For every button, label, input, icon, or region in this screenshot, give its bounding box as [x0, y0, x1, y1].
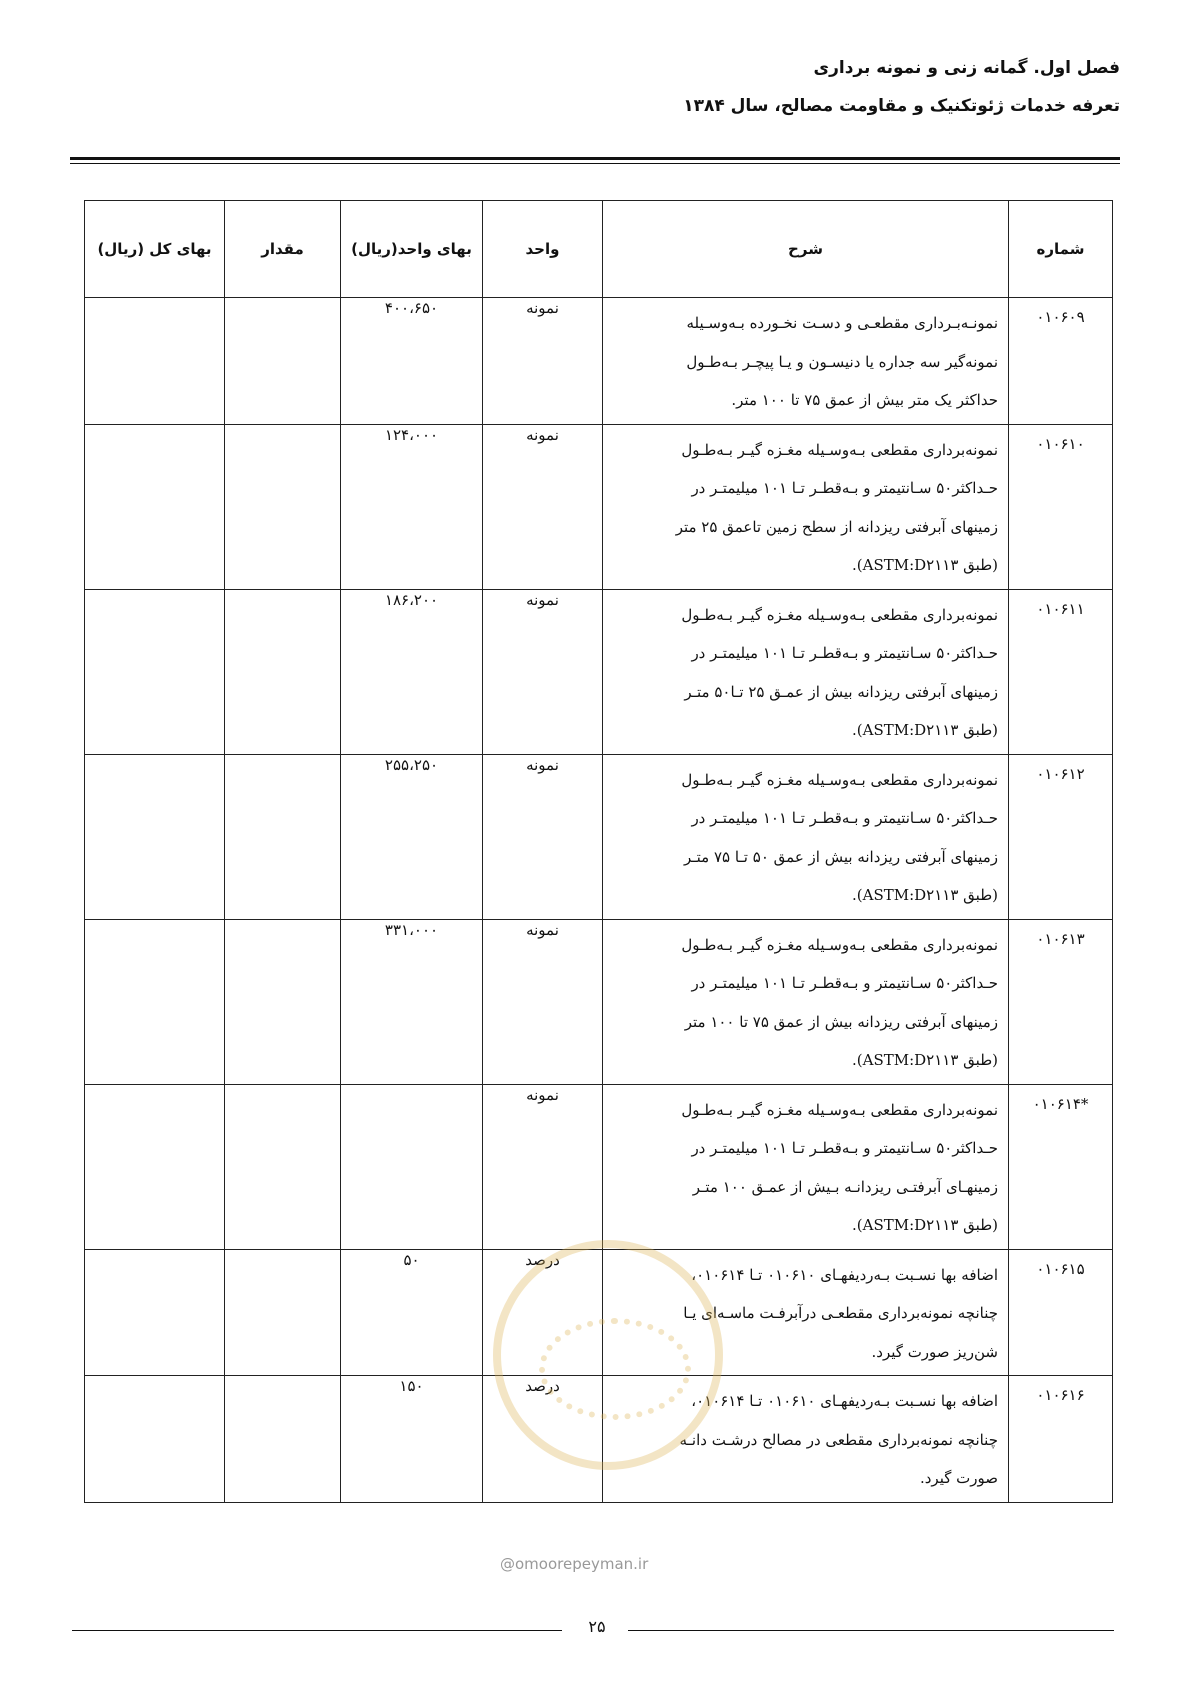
cell-quantity — [225, 298, 341, 425]
description-line: چنانچه نمونه‌برداری مقطعـی درآبرفـت ماسـه‌ای یـا — [683, 1304, 998, 1322]
header-rule-thin — [70, 163, 1120, 164]
cell-unit: نمونه — [483, 589, 603, 754]
description-line: نمونه‌برداری مقطعی بـه‌وسـیله مغـزه گیـر بـه‌طـول — [681, 770, 998, 789]
table-row — [85, 919, 1113, 1084]
description-line: صورت گیرد. — [919, 1469, 998, 1487]
cell-total — [85, 589, 225, 754]
cell-number: *۰۱۰۶۱۴ — [1009, 1084, 1113, 1249]
cell-number: ۰۱۰۶۱۳ — [1009, 919, 1113, 1084]
page-header — [683, 58, 1120, 116]
description-line: حـداکثر۵۰ سـانتیمتر و بـه‌قطـر تـا ۱۰۱ میلیمتـر در — [691, 644, 998, 662]
description-line: زمینهای آبرفتی ریزدانه بیش از عمق ۷۵ تا ۱۰۰ متر — [684, 1012, 998, 1031]
description-line: اضافه بها نسـبت بـه‌ردیفهـای ۰۱۰۶۱۰ تـا ۰۱۰۶۱۴، — [691, 1265, 998, 1284]
chapter-title: فصل اول. گمانه زنی و نمونه برداری — [813, 58, 1120, 78]
description-line: زمینهای آبرفتی ریزدانه بیش از عمق ۵۰ تـا ۷۵ متـر — [683, 847, 998, 866]
cell-unit-price: ۲۵۵،۲۵۰ — [341, 754, 483, 919]
description-line: زمینهای آبرفتی ریزدانه از سطح زمین تاعمق ۲۵ متر — [675, 517, 998, 536]
cell-number: ۰۱۰۶۱۶ — [1009, 1376, 1113, 1503]
table-row — [85, 589, 1113, 754]
cell-unit: نمونه — [483, 754, 603, 919]
cell-unit-price — [341, 1084, 483, 1249]
cell-number: ۰۱۰۶۱۰ — [1009, 424, 1113, 589]
cell-description — [603, 1249, 1009, 1376]
footer-rule-left — [72, 1630, 562, 1631]
cell-unit: نمونه — [483, 1084, 603, 1249]
cell-number: ۰۱۰۶۰۹ — [1009, 298, 1113, 425]
document-subtitle: تعرفه خدمات ژئوتکنیک و مقاومت مصالح، سال ۱۳۸۴ — [683, 96, 1120, 116]
tariff-table — [84, 200, 1113, 1503]
cell-unit-price: ۳۳۱،۰۰۰ — [341, 919, 483, 1084]
description-line: چنانچه نمونه‌برداری مقطعی در مصالح درشـت دانـه — [679, 1430, 998, 1449]
cell-total — [85, 424, 225, 589]
table-header-row — [85, 201, 1113, 298]
table-row — [85, 424, 1113, 589]
cell-quantity — [225, 424, 341, 589]
cell-quantity — [225, 1084, 341, 1249]
cell-description — [603, 754, 1009, 919]
cell-description — [603, 298, 1009, 425]
cell-description — [603, 424, 1009, 589]
table-row — [85, 1084, 1113, 1249]
table-row — [85, 1249, 1113, 1376]
cell-number: ۰۱۰۶۱۵ — [1009, 1249, 1113, 1376]
cell-unit-price: ۱۲۴،۰۰۰ — [341, 424, 483, 589]
cell-quantity — [225, 589, 341, 754]
cell-quantity — [225, 1376, 341, 1503]
table-row — [85, 754, 1113, 919]
watermark-site: @omoorepeyman.ir — [500, 1555, 649, 1573]
cell-quantity — [225, 919, 341, 1084]
cell-description — [603, 1376, 1009, 1503]
description-line: نمونه‌برداری مقطعی بـه‌وسـیله مغـزه گیـر بـه‌طـول — [681, 1100, 998, 1119]
cell-total — [85, 754, 225, 919]
description-line: (طبق ASTM:D۲۱۱۳). — [851, 886, 998, 904]
table-body — [85, 298, 1113, 1503]
cell-quantity — [225, 754, 341, 919]
cell-total — [85, 1376, 225, 1503]
table-row — [85, 1376, 1113, 1503]
cell-total — [85, 919, 225, 1084]
description-line: اضافه بها نسـبت بـه‌ردیفهـای ۰۱۰۶۱۰ تـا ۰۱۰۶۱۴، — [691, 1392, 998, 1410]
column-header-unit-price: بهای واحد(ریال) — [341, 201, 483, 298]
footer-rule-right — [628, 1630, 1114, 1631]
description-line: شن‌ریز صورت گیرد. — [871, 1342, 998, 1361]
description-line: نمونه‌برداری مقطعی بـه‌وسـیله مغـزه گیـر بـه‌طـول — [681, 440, 998, 459]
description-line: حـداکثر۵۰ سـانتیمتر و بـه‌قطـر تـا ۱۰۱ میلیمتـر در — [691, 974, 998, 992]
cell-description — [603, 919, 1009, 1084]
description-line: حـداکثر۵۰ سـانتیمتر و بـه‌قطـر تـا ۱۰۱ میلیمتـر در — [691, 1139, 998, 1157]
table-row — [85, 298, 1113, 425]
cell-number: ۰۱۰۶۱۲ — [1009, 754, 1113, 919]
cell-quantity — [225, 1249, 341, 1376]
column-header-description: شرح — [603, 201, 1009, 298]
description-line: حـداکثر۵۰ سـانتیمتر و بـه‌قطـر تـا ۱۰۱ میلیمتـر در — [691, 479, 998, 497]
description-line: نمونه‌برداری مقطعی بـه‌وسـیله مغـزه گیـر بـه‌طـول — [681, 935, 998, 954]
cell-unit: درصد — [483, 1249, 603, 1376]
cell-unit-price: ۱۸۶،۲۰۰ — [341, 589, 483, 754]
column-header-number: شماره — [1009, 201, 1113, 298]
description-line: نمونه‌برداری مقطعی بـه‌وسـیله مغـزه گیـر بـه‌طـول — [681, 605, 998, 624]
description-line: (طبق ASTM:D۲۱۱۳). — [851, 721, 998, 739]
cell-unit: درصد — [483, 1376, 603, 1503]
header-rule-thick — [70, 157, 1120, 160]
description-line: حداکثر یک متر بیش از عمق ۷۵ تا ۱۰۰ متر. — [731, 391, 998, 409]
cell-number: ۰۱۰۶۱۱ — [1009, 589, 1113, 754]
column-header-quantity: مقدار — [225, 201, 341, 298]
description-line: نمونـه‌بـرداری مقطعـی و دسـت نخـورده بـه‌وسـیله — [686, 314, 998, 332]
cell-unit: نمونه — [483, 919, 603, 1084]
cell-description — [603, 1084, 1009, 1249]
cell-unit: نمونه — [483, 298, 603, 425]
cell-total — [85, 1084, 225, 1249]
cell-unit: نمونه — [483, 424, 603, 589]
cell-description — [603, 589, 1009, 754]
cell-unit-price: ۱۵۰ — [341, 1376, 483, 1503]
description-line: حـداکثر۵۰ سـانتیمتر و بـه‌قطـر تـا ۱۰۱ میلیمتـر در — [691, 809, 998, 827]
description-line: (طبق ASTM:D۲۱۱۳). — [851, 556, 998, 574]
column-header-unit: واحد — [483, 201, 603, 298]
column-header-total: بهای کل (ریال) — [85, 201, 225, 298]
cell-total — [85, 298, 225, 425]
description-line: نمونه‌گیر سه جداره یا دنیسـون و یـا پیچـر بـه‌طـول — [686, 352, 998, 371]
description-line: زمینهـای آبرفتـی ریزدانـه بـیش از عمـق ۱۰۰ متـر — [692, 1177, 998, 1196]
cell-unit-price: ۴۰۰،۶۵۰ — [341, 298, 483, 425]
description-line: (طبق ASTM:D۲۱۱۳). — [851, 1216, 998, 1234]
cell-unit-price: ۵۰ — [341, 1249, 483, 1376]
page-number: ۲۵ — [588, 1617, 606, 1636]
description-line: (طبق ASTM:D۲۱۱۳). — [851, 1051, 998, 1069]
description-line: زمینهای آبرفتی ریزدانه بیش از عمـق ۲۵ تـا۵۰ متـر — [684, 682, 998, 701]
cell-total — [85, 1249, 225, 1376]
